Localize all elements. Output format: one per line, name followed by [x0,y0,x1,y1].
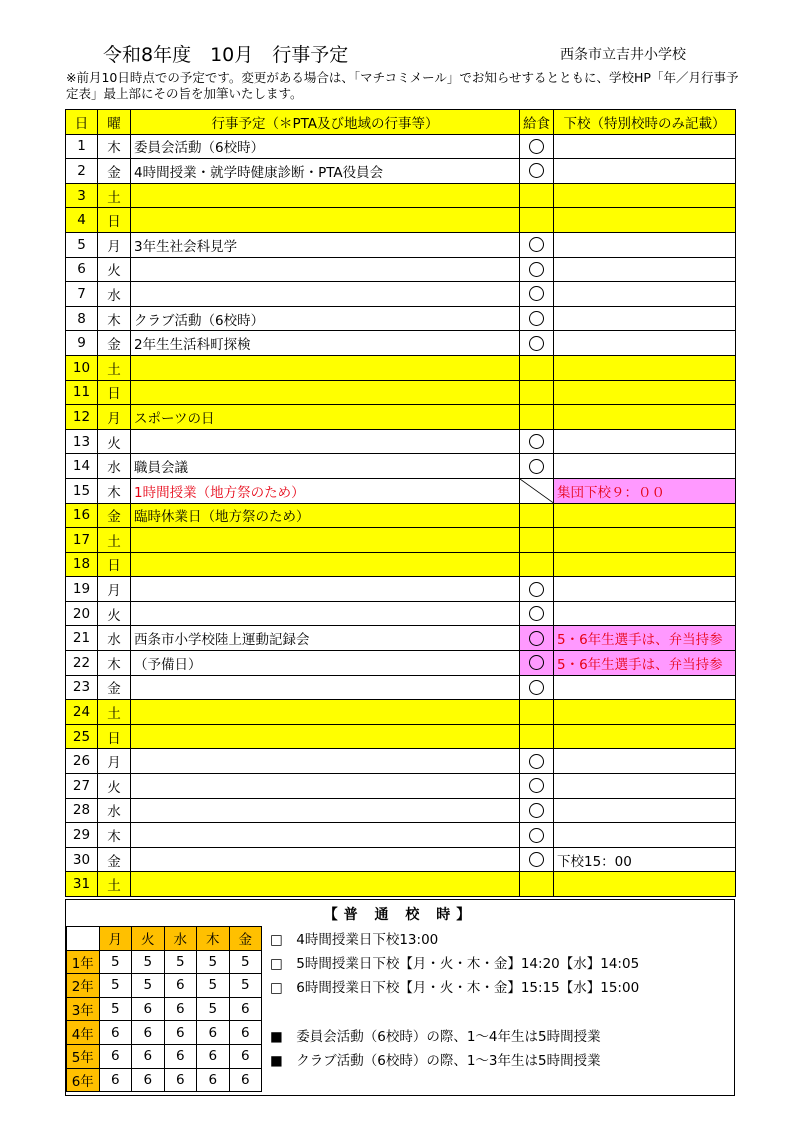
dismissal-cell: 下校15：00 [554,847,736,872]
period-count: 5 [132,974,165,998]
table-row [66,208,736,233]
lunch-cell [520,159,554,184]
period-count: 5 [164,950,197,974]
weekday-cell: 水 [98,798,131,823]
day-cell: 12 [66,405,98,430]
lunch-circle-icon [529,852,544,867]
lunch-cell [520,183,554,208]
grade-label: 2年 [67,974,100,998]
dismissal-note: ■ クラブ活動（6校時）の際、1～3年生は5時間授業 [270,1053,601,1069]
lunch-circle-icon [529,803,544,818]
table-row [66,159,736,184]
dismissal-cell [554,183,736,208]
event-cell [131,257,520,282]
day-cell: 1 [66,134,98,159]
lunch-circle-icon [529,828,544,843]
day-cell: 16 [66,503,98,528]
lunch-circle-icon [529,336,544,351]
grade-label: 6年 [67,1068,100,1092]
lunch-circle-icon [529,163,544,178]
dismissal-cell [554,306,736,331]
grade-row [67,1044,262,1068]
lunch-cell [520,257,554,282]
day-cell: 13 [66,429,98,454]
grade-label: 3年 [67,997,100,1021]
day-cell: 30 [66,847,98,872]
weekday-cell: 金 [98,847,131,872]
event-cell [131,749,520,774]
grade-row [67,974,262,998]
lunch-circle-icon [529,262,544,277]
column-header: 行事予定（＊PTA及び地域の行事等） [131,110,520,135]
event-cell [131,355,520,380]
period-count: 5 [197,950,230,974]
table-row [66,331,736,356]
day-cell: 6 [66,257,98,282]
dismissal-cell [554,675,736,700]
normal-schedule-box [65,899,735,1096]
no-lunch-slash-icon [520,479,553,503]
table-row [66,798,736,823]
table-row [66,257,736,282]
table-row [66,405,736,430]
lunch-cell [520,503,554,528]
dismissal-cell [554,454,736,479]
lunch-cell [520,823,554,848]
day-cell: 7 [66,282,98,307]
dismissal-cell [554,208,736,233]
weekday-cell: 木 [98,134,131,159]
lunch-cell [520,774,554,799]
event-cell: 2年生生活科町探検 [131,331,520,356]
weekday-cell: 火 [98,429,131,454]
period-count: 5 [229,974,262,998]
period-count: 6 [164,1021,197,1045]
day-cell: 14 [66,454,98,479]
day-cell: 11 [66,380,98,405]
day-cell: 22 [66,651,98,676]
day-cell: 23 [66,675,98,700]
table-row [66,306,736,331]
weekday-cell: 木 [98,306,131,331]
period-count: 6 [99,1021,132,1045]
lunch-cell [520,651,554,676]
lunch-circle-icon [529,606,544,621]
dismissal-cell [554,159,736,184]
lunch-cell [520,355,554,380]
lunch-circle-icon [529,680,544,695]
weekday-cell: 土 [98,528,131,553]
event-cell [131,183,520,208]
event-cell: クラブ活動（6校時） [131,306,520,331]
period-count: 5 [99,974,132,998]
period-count: 5 [197,997,230,1021]
lunch-cell [520,552,554,577]
day-cell: 29 [66,823,98,848]
dismissal-cell [554,355,736,380]
lunch-cell [520,380,554,405]
dismissal-cell [554,134,736,159]
table-row [66,774,736,799]
page-title: 令和8年度 10月 行事予定 [103,44,349,66]
dismissal-cell [554,380,736,405]
grade-label: 5年 [67,1044,100,1068]
lunch-cell [520,478,554,503]
lunch-cell [520,454,554,479]
weekday-header: 金 [229,927,262,951]
event-cell: 4時間授業・就学時健康診断・PTA役員会 [131,159,520,184]
table-row [66,675,736,700]
column-header: 曜 [98,110,131,135]
event-cell: （予備日） [131,651,520,676]
dismissal-cell [554,282,736,307]
period-count: 6 [229,1044,262,1068]
weekday-cell: 木 [98,478,131,503]
weekday-cell: 土 [98,355,131,380]
weekday-header: 木 [197,927,230,951]
table-row [66,134,736,159]
weekday-header: 水 [164,927,197,951]
table-row [66,528,736,553]
weekday-cell: 金 [98,159,131,184]
day-cell: 15 [66,478,98,503]
day-cell: 21 [66,626,98,651]
dismissal-cell [554,331,736,356]
weekday-cell: 月 [98,405,131,430]
weekday-header: 火 [132,927,165,951]
period-count: 6 [99,1068,132,1092]
column-header: 下校（特別校時のみ記載） [554,110,736,135]
weekday-cell: 火 [98,601,131,626]
event-cell [131,528,520,553]
table-header-row [66,110,736,135]
day-cell: 2 [66,159,98,184]
event-cell [131,823,520,848]
school-name: 西条市立吉井小学校 [560,47,686,63]
day-cell: 5 [66,232,98,257]
weekday-cell: 日 [98,552,131,577]
event-cell: 臨時休業日（地方祭のため） [131,503,520,528]
lunch-cell [520,331,554,356]
lunch-cell [520,847,554,872]
period-count: 6 [132,997,165,1021]
table-row [66,232,736,257]
dismissal-cell [554,601,736,626]
day-cell: 17 [66,528,98,553]
period-count: 6 [197,1068,230,1092]
table-row [66,380,736,405]
dismissal-cell: 集団下校９：００ [554,478,736,503]
weekday-cell: 水 [98,454,131,479]
weekday-cell: 水 [98,282,131,307]
period-count: 5 [229,950,262,974]
weekday-cell: 金 [98,675,131,700]
event-cell [131,675,520,700]
column-header: 給食 [520,110,554,135]
column-header: 日 [66,110,98,135]
lunch-circle-icon [529,434,544,449]
grade-row [67,950,262,974]
event-cell [131,774,520,799]
weekday-cell: 火 [98,774,131,799]
table-row [66,429,736,454]
dismissal-cell [554,774,736,799]
weekday-cell: 月 [98,749,131,774]
event-table [65,109,736,897]
dismissal-cell [554,405,736,430]
lunch-cell [520,601,554,626]
lunch-circle-icon [529,286,544,301]
lunch-circle-icon [529,237,544,252]
period-count: 6 [229,997,262,1021]
weekday-cell: 日 [98,380,131,405]
dismissal-cell [554,724,736,749]
lunch-cell [520,528,554,553]
table-row [66,823,736,848]
event-cell: 委員会活動（6校時） [131,134,520,159]
period-count: 5 [99,950,132,974]
dismissal-cell [554,429,736,454]
table-row [66,454,736,479]
weekday-cell: 日 [98,208,131,233]
lunch-circle-icon [529,754,544,769]
event-cell: 職員会議 [131,454,520,479]
day-cell: 8 [66,306,98,331]
lunch-circle-icon [529,631,544,646]
lunch-circle-icon [529,655,544,670]
grade-row [67,1068,262,1092]
period-count: 6 [197,1021,230,1045]
dismissal-cell [554,232,736,257]
dismissal-note: □ 6時間授業日下校【月・火・木・金】15:15【水】15:00 [270,980,640,996]
grade-row [67,997,262,1021]
table-row [66,700,736,725]
day-cell: 4 [66,208,98,233]
table-row [66,749,736,774]
period-count: 6 [132,1021,165,1045]
lunch-cell [520,724,554,749]
lunch-cell [520,405,554,430]
schedule-title: 【普 通 校 時】 [323,907,477,923]
event-cell [131,552,520,577]
event-cell [131,847,520,872]
lunch-cell [520,577,554,602]
table-row [66,355,736,380]
grade-label: 1年 [67,950,100,974]
table-row [66,577,736,602]
grade-row [67,1021,262,1045]
corner-cell [67,927,100,951]
dismissal-cell: 5・6年生選手は、弁当持参 [554,626,736,651]
notice-text: ※前月10日時点での予定です。変更がある場合は、「マチコミメール」でお知らせするとともに、学校HP「年／月行事予定表」最上部にその旨を加筆いたします。 [66,70,739,101]
lunch-circle-icon [529,778,544,793]
event-cell [131,208,520,233]
day-cell: 26 [66,749,98,774]
day-cell: 27 [66,774,98,799]
lunch-cell [520,232,554,257]
lunch-cell [520,700,554,725]
table-row [66,478,736,503]
table-row [66,503,736,528]
weekday-cell: 水 [98,626,131,651]
period-header-row [67,927,262,951]
lunch-cell [520,208,554,233]
event-cell [131,872,520,897]
weekday-cell: 木 [98,823,131,848]
event-cell [131,380,520,405]
lunch-circle-icon [529,582,544,597]
weekday-cell: 月 [98,232,131,257]
lunch-circle-icon [529,311,544,326]
lunch-cell [520,306,554,331]
dismissal-cell [554,503,736,528]
dismissal-cell [554,872,736,897]
lunch-circle-icon [529,459,544,474]
weekday-cell: 木 [98,651,131,676]
event-cell [131,577,520,602]
dismissal-cell [554,798,736,823]
day-cell: 9 [66,331,98,356]
lunch-circle-icon [529,139,544,154]
table-row [66,282,736,307]
dismissal-cell [554,552,736,577]
day-cell: 10 [66,355,98,380]
grade-label: 4年 [67,1021,100,1045]
day-cell: 20 [66,601,98,626]
lunch-cell [520,282,554,307]
period-count: 6 [132,1044,165,1068]
dismissal-cell [554,577,736,602]
period-count: 6 [164,997,197,1021]
event-cell [131,798,520,823]
period-count: 6 [197,1044,230,1068]
dismissal-note: ■ 委員会活動（6校時）の際、1～4年生は5時間授業 [270,1029,601,1045]
lunch-cell [520,626,554,651]
dismissal-note: □ 4時間授業日下校13:00 [270,932,439,948]
period-count: 6 [164,974,197,998]
event-cell [131,700,520,725]
event-cell: 3年生社会科見学 [131,232,520,257]
day-cell: 31 [66,872,98,897]
day-cell: 28 [66,798,98,823]
period-count: 6 [132,1068,165,1092]
lunch-cell [520,429,554,454]
event-cell [131,429,520,454]
dismissal-cell [554,257,736,282]
period-count: 6 [229,1068,262,1092]
weekday-cell: 金 [98,503,131,528]
dismissal-cell [554,749,736,774]
day-cell: 24 [66,700,98,725]
event-cell: 西条市小学校陸上運動記録会 [131,626,520,651]
day-cell: 3 [66,183,98,208]
event-cell [131,601,520,626]
event-cell: 1時間授業（地方祭のため） [131,478,520,503]
period-count: 6 [164,1068,197,1092]
dismissal-cell: 5・6年生選手は、弁当持参 [554,651,736,676]
lunch-cell [520,749,554,774]
weekday-cell: 土 [98,700,131,725]
table-row [66,872,736,897]
period-count: 6 [164,1044,197,1068]
table-row [66,552,736,577]
table-row [66,626,736,651]
period-count: 5 [99,997,132,1021]
weekday-cell: 月 [98,577,131,602]
dismissal-note: □ 5時間授業日下校【月・火・木・金】14:20【水】14:05 [270,956,640,972]
day-cell: 25 [66,724,98,749]
table-row [66,847,736,872]
table-row [66,183,736,208]
period-table [66,926,262,1092]
event-cell [131,724,520,749]
lunch-cell [520,134,554,159]
day-cell: 18 [66,552,98,577]
table-row [66,651,736,676]
dismissal-cell [554,528,736,553]
weekday-header: 月 [99,927,132,951]
weekday-cell: 土 [98,872,131,897]
weekday-cell: 金 [98,331,131,356]
weekday-cell: 火 [98,257,131,282]
period-count: 6 [99,1044,132,1068]
event-cell [131,282,520,307]
period-count: 5 [132,950,165,974]
lunch-cell [520,872,554,897]
table-row [66,724,736,749]
dismissal-cell [554,700,736,725]
dismissal-cell [554,823,736,848]
lunch-cell [520,798,554,823]
table-row [66,601,736,626]
day-cell: 19 [66,577,98,602]
weekday-cell: 土 [98,183,131,208]
period-count: 6 [229,1021,262,1045]
period-count: 5 [197,974,230,998]
event-cell: スポーツの日 [131,405,520,430]
lunch-cell [520,675,554,700]
weekday-cell: 日 [98,724,131,749]
